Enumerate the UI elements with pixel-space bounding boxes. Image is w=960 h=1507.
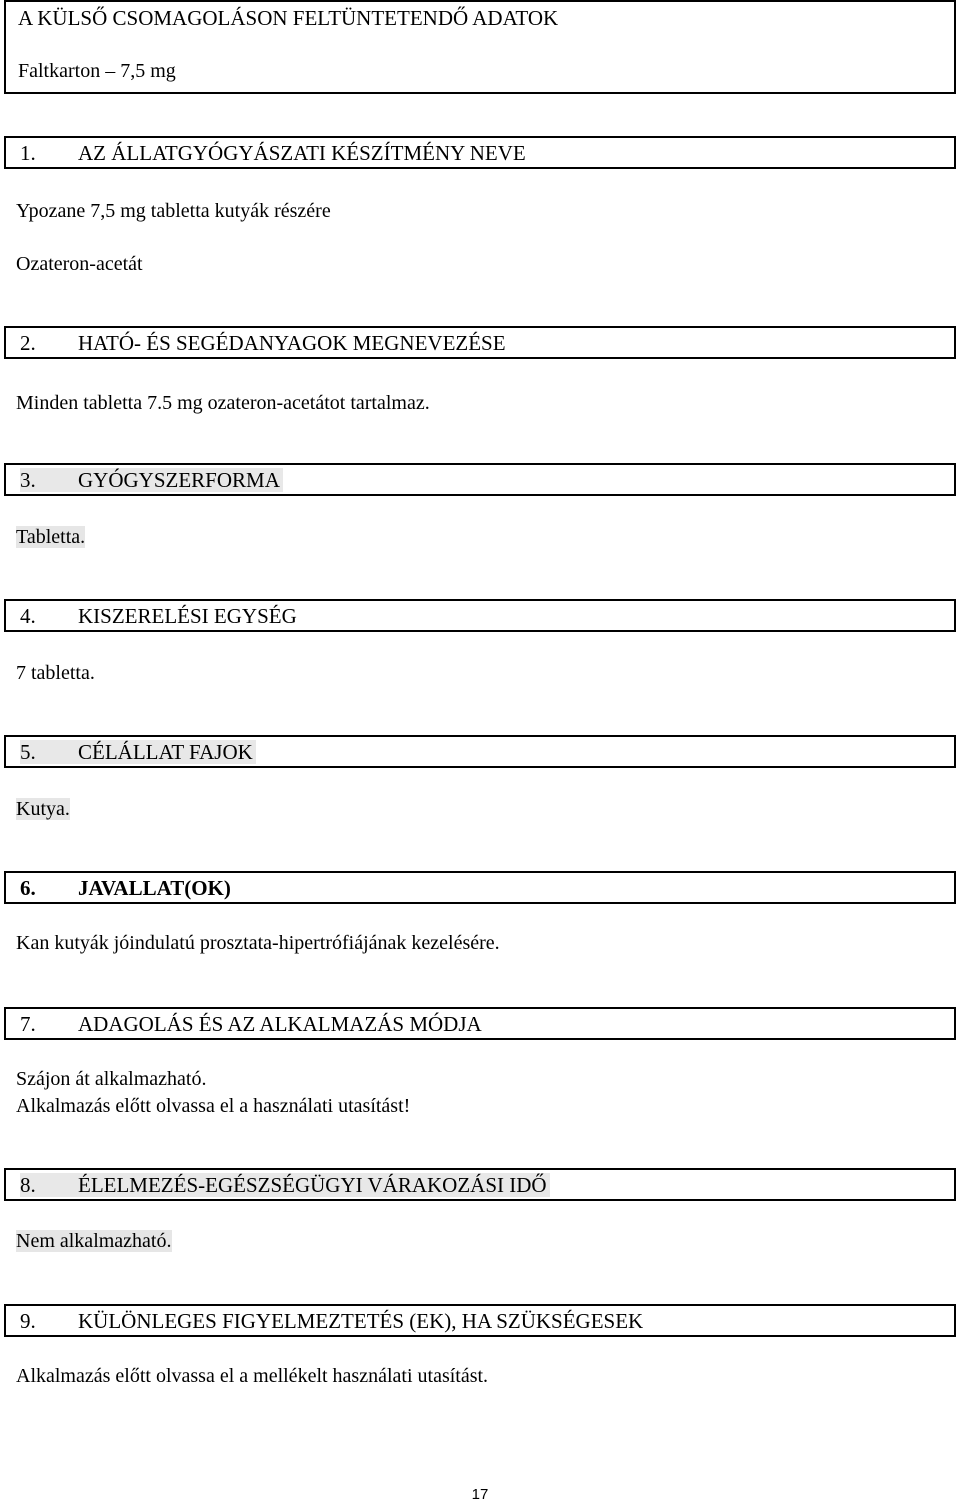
section-heading: ADAGOLÁS ÉS AZ ALKALMAZÁS MÓDJA — [78, 1012, 482, 1036]
section-number: 4. — [20, 604, 36, 628]
section-number: 8. — [20, 1173, 36, 1197]
document-title: A KÜLSŐ CSOMAGOLÁSON FELTÜNTETENDŐ ADATOK — [18, 6, 559, 30]
document-subtitle: Faltkarton – 7,5 mg — [18, 60, 176, 82]
section-heading: KISZERELÉSI EGYSÉG — [78, 604, 297, 628]
section-4-text: 7 tabletta. — [16, 662, 95, 684]
section-2-header — [4, 326, 956, 359]
section-heading: HATÓ- ÉS SEGÉDANYAGOK MEGNEVEZÉSE — [78, 331, 506, 355]
section-2-text: Minden tabletta 7.5 mg ozateron-acetátot tartalmaz. — [16, 392, 430, 414]
section-1-header — [4, 136, 956, 169]
section-heading: GYÓGYSZERFORMA — [78, 468, 280, 492]
section-7-text: Szájon át alkalmazható. — [16, 1068, 207, 1090]
section-heading: AZ ÁLLATGYÓGYÁSZATI KÉSZÍTMÉNY NEVE — [78, 141, 526, 165]
section-heading: CÉLÁLLAT FAJOK — [78, 740, 253, 764]
section-number: 3. — [20, 468, 36, 492]
page-number: 17 — [471, 1486, 489, 1503]
section-9-text: Alkalmazás előtt olvassa el a mellékelt használati utasítást. — [16, 1365, 489, 1387]
section-3-header — [4, 463, 956, 496]
section-1-text: Ozateron-acetát — [16, 253, 143, 275]
section-6-text: Kan kutyák jóindulatú prosztata-hipertrófiájának kezelésére. — [16, 932, 500, 954]
section-4-header — [4, 599, 956, 632]
section-number: 1. — [20, 141, 36, 165]
section-number: 6. — [20, 876, 36, 900]
section-5-header — [4, 735, 956, 768]
section-number: 2. — [20, 331, 36, 355]
section-8-text: Nem alkalmazható. — [16, 1230, 172, 1252]
section-1-text: Ypozane 7,5 mg tabletta kutyák részére — [16, 200, 331, 222]
section-6-header — [4, 871, 956, 904]
section-3-text: Tabletta. — [16, 526, 86, 548]
section-number: 7. — [20, 1012, 36, 1036]
outer-packaging-box — [4, 0, 956, 94]
section-5-text: Kutya. — [16, 798, 70, 820]
section-7-header — [4, 1007, 956, 1040]
section-heading: KÜLÖNLEGES FIGYELMEZTETÉS (EK), HA SZÜKSÉGESEK — [78, 1309, 644, 1333]
section-7-text: Alkalmazás előtt olvassa el a használati utasítást! — [16, 1095, 411, 1117]
section-number: 9. — [20, 1309, 36, 1333]
section-number: 5. — [20, 740, 36, 764]
section-9-header — [4, 1304, 956, 1337]
section-8-header — [4, 1168, 956, 1201]
section-heading: ÉLELMEZÉS-EGÉSZSÉGÜGYI VÁRAKOZÁSI IDŐ — [78, 1173, 547, 1197]
section-heading: JAVALLAT(OK) — [78, 876, 231, 900]
